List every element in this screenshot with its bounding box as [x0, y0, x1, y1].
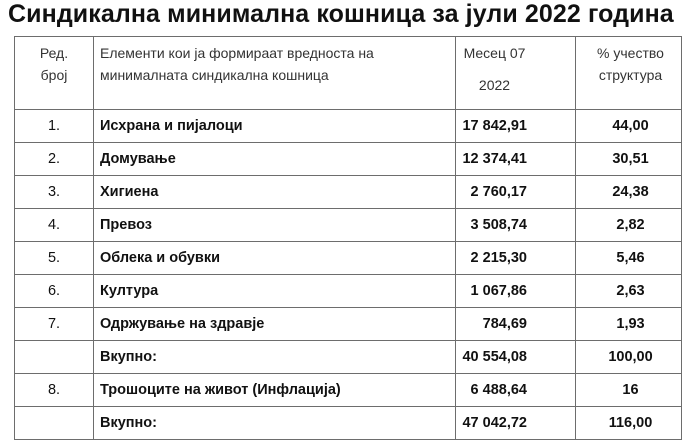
row-percent: 2,63: [576, 275, 682, 308]
row-number: 8.: [15, 374, 94, 407]
row-value: 47 042,72: [456, 407, 576, 440]
table-row: [15, 242, 682, 275]
table-row: [15, 143, 682, 176]
row-percent: 2,82: [576, 209, 682, 242]
row-number: 7.: [15, 308, 94, 341]
row-name: Вкупно:: [94, 407, 456, 440]
table-row: [15, 176, 682, 209]
table-row: [15, 308, 682, 341]
row-value: 6 488,64: [456, 374, 576, 407]
row-percent: 44,00: [576, 110, 682, 143]
row-percent: 16: [576, 374, 682, 407]
header-month-line2: 2022: [478, 77, 511, 93]
row-value: 3 508,74: [456, 209, 576, 242]
row-name: Одржување на здравје: [94, 308, 456, 341]
header-number: [15, 37, 94, 110]
table-header-row: [15, 37, 682, 110]
row-value: 784,69: [456, 308, 576, 341]
row-name: Облека и обувки: [94, 242, 456, 275]
row-number: [15, 407, 94, 440]
table-row: [15, 110, 682, 143]
basket-table: [14, 36, 682, 440]
header-number-line1: Ред.: [39, 45, 69, 61]
row-number: 4.: [15, 209, 94, 242]
row-percent: 100,00: [576, 341, 682, 374]
document-title: Синдикална минимална кошница за јули 2022 година: [8, 0, 674, 28]
row-name: Трошоците на живот (Инфлација): [94, 374, 456, 407]
header-month-line1: Месец 07: [463, 45, 526, 61]
header-percent: [576, 37, 682, 110]
row-percent: 5,46: [576, 242, 682, 275]
header-month: [456, 37, 576, 110]
row-name: Исхрана и пијалоци: [94, 110, 456, 143]
header-elements-line2: минималната синдикална кошница: [100, 67, 329, 83]
row-percent: 30,51: [576, 143, 682, 176]
row-percent: 24,38: [576, 176, 682, 209]
row-value: 12 374,41: [456, 143, 576, 176]
row-name: Домување: [94, 143, 456, 176]
header-percent-line2: структура: [598, 67, 663, 83]
header-number-line2: број: [40, 67, 68, 83]
row-number: 3.: [15, 176, 94, 209]
row-name: Вкупно:: [94, 341, 456, 374]
row-value: 17 842,91: [456, 110, 576, 143]
header-elements-line1: Елементи кои ја формираат вредноста на: [100, 45, 374, 61]
row-number: 6.: [15, 275, 94, 308]
row-number: 2.: [15, 143, 94, 176]
row-name: Култура: [94, 275, 456, 308]
row-percent: 1,93: [576, 308, 682, 341]
table-row: [15, 374, 682, 407]
row-value: 40 554,08: [456, 341, 576, 374]
table-row: [15, 275, 682, 308]
total-row: [15, 407, 682, 440]
row-value: 2 215,30: [456, 242, 576, 275]
table-row: [15, 209, 682, 242]
row-value: 1 067,86: [456, 275, 576, 308]
row-name: Превоз: [94, 209, 456, 242]
row-percent: 116,00: [576, 407, 682, 440]
row-number: 5.: [15, 242, 94, 275]
row-value: 2 760,17: [456, 176, 576, 209]
row-name: Хигиена: [94, 176, 456, 209]
row-number: [15, 341, 94, 374]
header-elements: [94, 37, 456, 110]
row-number: 1.: [15, 110, 94, 143]
header-percent-line1: % учество: [597, 45, 664, 61]
subtotal-row: [15, 341, 682, 374]
